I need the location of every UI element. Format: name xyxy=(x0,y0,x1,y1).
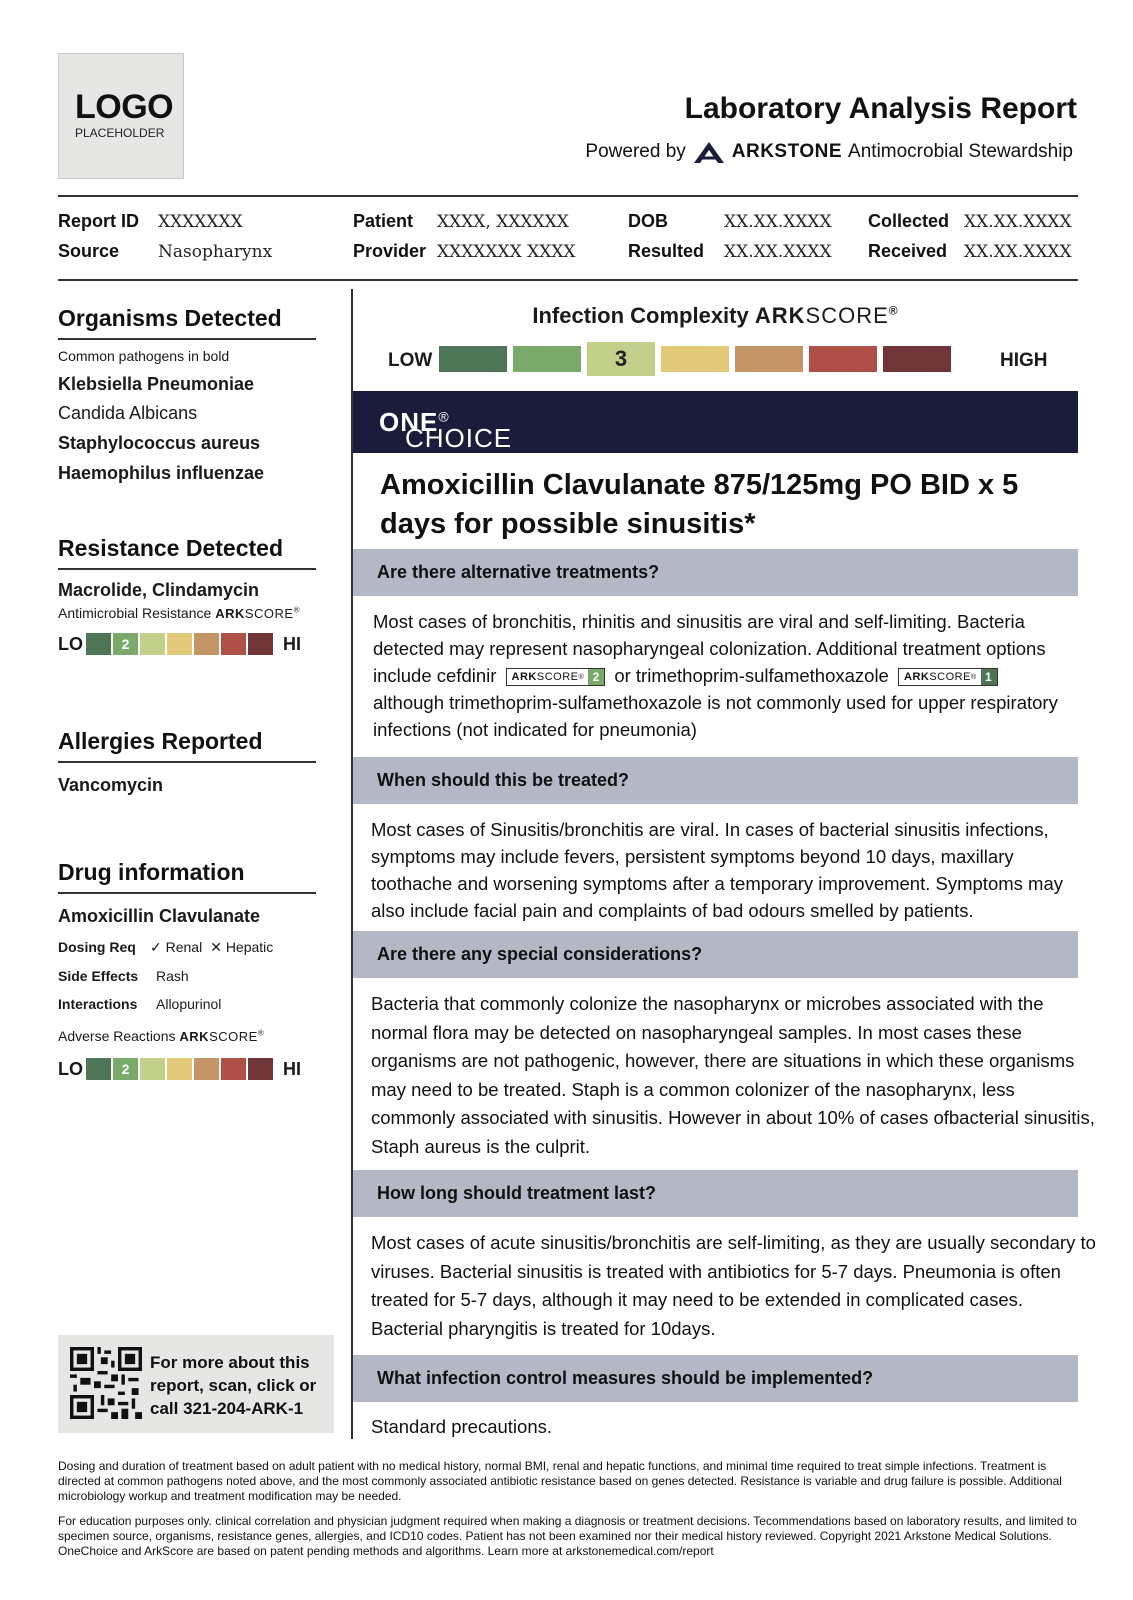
answer-text: Standard precautions. xyxy=(371,1416,553,1437)
answer-text: Most cases of bronchitis, rhinitis and sinusitis are viral and self-limiting. Bacteria detected may represent nasopharyngeal colonization. Additional treatment options include cefdinir ARK SCORE ® 2 or trimethoprim-sulfamethoxazole ARK SCORE ® 1 although trimethoprim-sulfamethoxazole is not commonly used for upper respiratory infections (not indicated for pneumonia) xyxy=(373,611,1058,740)
scale-high-label: HIGH xyxy=(1000,350,1048,371)
arkscore-mark: ARKSCORE® xyxy=(754,303,899,328)
column-divider xyxy=(351,289,353,1439)
treatment-recommendation: Amoxicillin Clavulanate 875/125mg PO BID x 5 days for possible sinusitis* xyxy=(380,469,1019,540)
scale-swatch xyxy=(221,633,246,655)
arkscore-chip: ARK SCORE ® 2 xyxy=(506,668,606,686)
organisms-note: Common pathogens in bold xyxy=(58,348,230,364)
arkscore-mark: ARKSCORE® xyxy=(179,1028,265,1044)
dosing-hepatic: ✕ Hepatic xyxy=(210,939,274,955)
onechoice-logo: ONE CHOICE ® xyxy=(379,407,513,453)
answer-text: Bacteria that commonly colonize the nasopharynx or microbes associated with the normal flora may be detected on nasopharyngeal samples. In most cases these organisms are not pathogenic, however, there are situations in which these organisms may need to be treated. Staph is a common colonizer of the nasopharynx, less commonly associated with sinusitis. However in about 10% of cases ofbacterial sinusitis, Staph aureus is the culprit. xyxy=(371,993,1095,1157)
complexity-title: Infection Complexity ARKSCORE® xyxy=(532,303,899,328)
question-header: Are there any special considerations? xyxy=(353,931,1078,978)
arkstone-logo-icon xyxy=(692,140,726,164)
qr-code-icon[interactable] xyxy=(70,1347,142,1419)
scale-swatch xyxy=(221,1058,246,1080)
meta-dob: DOB XX.XX.XXXX xyxy=(628,211,832,232)
complexity-swatch xyxy=(439,346,507,372)
scale-swatch: 2 xyxy=(113,1058,138,1080)
organism-item: Klebsiella Pneumoniae xyxy=(58,374,255,394)
scale-hi-label: HI xyxy=(283,1058,301,1079)
meta-divider xyxy=(58,279,1078,281)
resistance-title: Resistance Detected xyxy=(58,535,316,570)
resistance-genes: Macrolide, Clindamycin xyxy=(58,580,260,600)
meta-report-id: Report ID XXXXXXX xyxy=(58,211,243,232)
powered-by-label: Powered by xyxy=(585,141,686,162)
brand-suffix: Antimocrobial Stewardship xyxy=(848,141,1073,162)
complexity-scale xyxy=(388,344,1078,378)
qr-info-text: For more about this report, scan, click or call 321-204-ARK-1 xyxy=(150,1353,317,1418)
drug-interactions-row: Interactions Allopurinol xyxy=(58,996,222,1012)
complexity-swatch: 3 xyxy=(587,342,655,376)
organisms-title: Organisms Detected xyxy=(58,305,316,340)
meta-patient: Patient XXXX, XXXXXX xyxy=(353,211,569,232)
drug-dosing-row: Dosing Req ✓ Renal ✕ Hepatic xyxy=(58,939,274,955)
qr-info-box[interactable] xyxy=(58,1335,334,1433)
onechoice-banner xyxy=(353,391,1078,453)
scale-swatch xyxy=(248,1058,273,1080)
scale-swatch xyxy=(86,633,111,655)
meta-resulted: Resulted XX.XX.XXXX xyxy=(628,241,832,262)
complexity-swatch xyxy=(661,346,729,372)
scale-low-label: LOW xyxy=(388,350,433,371)
dosing-renal: ✓ Renal xyxy=(150,939,203,955)
adverse-scale xyxy=(58,1058,316,1080)
organism-item: Candida Albicans xyxy=(58,403,198,423)
scale-swatch xyxy=(140,1058,165,1080)
complexity-swatch xyxy=(513,346,581,372)
answer-text: Most cases of acute sinusitis/bronchitis are self-limiting, as they are usually secondary to viruses. Bacterial sinusitis is treated with antibiotics for 5-7 days. Pneumonia is often treated for 5-7 days, although it may need to be extended in complicated cases. Bacterial pharyngitis is treated for 10days. xyxy=(371,1232,1096,1339)
meta-received: Received XX.XX.XXXX xyxy=(868,241,1072,262)
scale-swatch xyxy=(86,1058,111,1080)
arkscore-mark: ARKSCORE® xyxy=(215,605,300,621)
drug-name: Amoxicillin Clavulanate xyxy=(58,906,261,926)
scale-swatch xyxy=(194,1058,219,1080)
page-title: Laboratory Analysis Report xyxy=(684,92,1077,125)
complexity-swatch xyxy=(809,346,877,372)
allergies-section xyxy=(58,728,316,796)
complexity-swatch xyxy=(883,346,951,372)
scale-swatch xyxy=(194,633,219,655)
scale-lo-label: LO xyxy=(58,1058,83,1079)
organisms-section xyxy=(58,305,316,484)
organism-item: Staphylococcus aureus xyxy=(58,433,261,453)
organism-item: Haemophilus influenzae xyxy=(58,463,265,483)
drug-section xyxy=(58,859,316,1080)
scale-swatch xyxy=(248,633,273,655)
footer-disclaimer: Dosing and duration of treatment based on adult patient with no medical history, normal BMI, renal and hepatic functions, and minimal time required to treat simple infections. Treatment is directed at common pathogens noted above, and the most commonly associated antibiotic resistance based on genes detected. Resistance is variable and drug failure is possible. Additional microbiology workup and treatment modification may be needed. xyxy=(58,1459,1062,1503)
drug-side-effects-row: Side Effects Rash xyxy=(58,968,189,984)
resistance-section xyxy=(58,535,316,655)
logo-placeholder xyxy=(58,53,184,179)
brand-name: ARKSTONE xyxy=(731,141,843,162)
allergies-title: Allergies Reported xyxy=(58,728,316,763)
scale-swatch xyxy=(167,633,192,655)
scale-lo-label: LO xyxy=(58,633,83,654)
logo-subtext: PLACEHOLDER xyxy=(75,126,165,140)
meta-collected: Collected XX.XX.XXXX xyxy=(868,211,1072,232)
meta-provider: Provider XXXXXXX XXXX xyxy=(353,241,576,262)
footer-copyright: For education purposes only. clinical correlation and physician judgment required when making a diagnosis or treatment decisions. Tecommendations based on laboratory results, and limited to specimen source, organisms, resistance genes, allergies, and ICD10 codes. Patient has not been examined nor their medical history reviewed. Copyright 2021 Arkstone Medical Solutions. OneChoice and ArkScore are based on patent pending methods and algorithms. Learn more at arkstonemedical.com/report xyxy=(58,1514,1077,1558)
resistance-score-label: Antimicrobial Resistance ARKSCORE® xyxy=(58,605,300,621)
meta-source: Source Nasopharynx xyxy=(58,241,273,262)
header-divider xyxy=(58,195,1078,197)
logo-text: LOGO xyxy=(75,88,174,126)
scale-hi-label: HI xyxy=(283,633,301,654)
scale-swatch xyxy=(140,633,165,655)
question-header: How long should treatment last? xyxy=(353,1170,1078,1217)
question-header: What infection control measures should be implemented? xyxy=(353,1355,1078,1402)
drug-title: Drug information xyxy=(58,859,316,894)
allergy-item: Vancomycin xyxy=(58,775,164,795)
powered-by xyxy=(585,140,1073,164)
answer-text: Most cases of Sinusitis/bronchitis are viral. In cases of bacterial sinusitis infections, symptoms may include fevers, persistent symptoms beyond 10 days, maxillary toothache and worsening symptoms after a temporary improvement. Symptoms may also include facial pain and complaints of bad odours smelled by patients. xyxy=(371,819,1063,921)
adverse-label: Adverse Reactions ARKSCORE® xyxy=(58,1028,265,1044)
scale-swatch: 2 xyxy=(113,633,138,655)
scale-swatch xyxy=(167,1058,192,1080)
resistance-scale xyxy=(58,633,316,655)
question-header: Are there alternative treatments? xyxy=(353,549,1078,596)
question-header: When should this be treated? xyxy=(353,757,1078,804)
arkscore-chip: ARK SCORE ® 1 xyxy=(898,668,998,686)
complexity-swatch xyxy=(735,346,803,372)
